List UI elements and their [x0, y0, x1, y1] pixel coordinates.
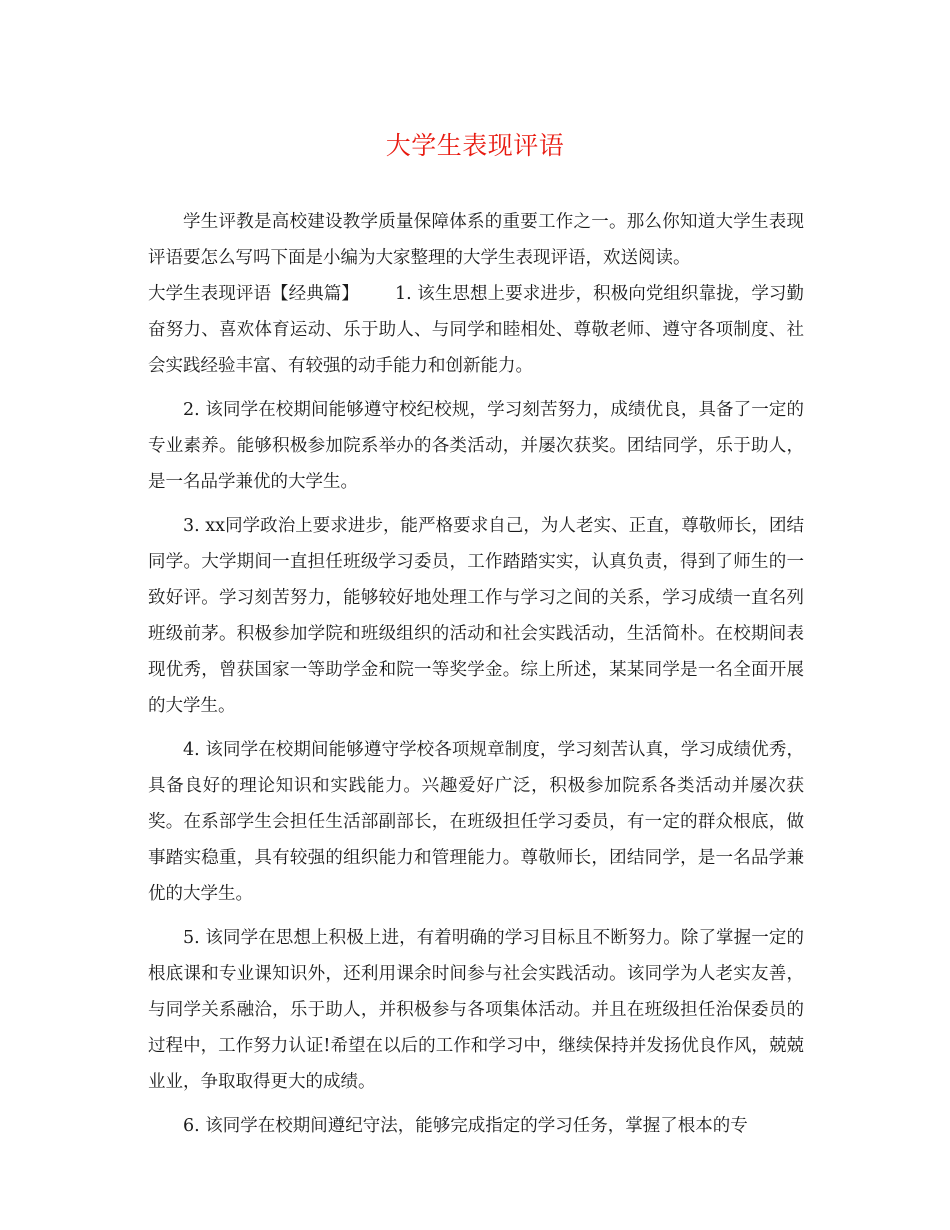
first-paragraph [148, 276, 804, 384]
paragraph-1: 1. 该生思想上要求进步，积极向党组织靠拢，学习勤奋努力、喜欢体育运动、乐于助人、与同学和睦相处、尊敬老师、遵守各项制度、社会实践经验丰富、有较强的动手能力和创新能力。 [148, 284, 804, 376]
paragraph-6: 6. 该同学在校期间遵纪守法，能够完成指定的学习任务，掌握了根本的专 [183, 1116, 748, 1136]
page-title: 大学生表现评语 [385, 131, 565, 160]
paragraph-4: 4. 该同学在校期间能够遵守学校各项规章制度，学习刻苦认真，学习成绩优秀，具备良好的理论知识和实践能力。兴趣爱好广泛，积极参加院系各类活动并屡次获奖。在系部学生会担任生活部副部长，在班级担任学习委员，有一定的群众根底，做事踏实稳重，具有较强的组织能力和管理能力。尊敬师长，团结同学，是一名品学兼优的大学生。 [148, 740, 804, 904]
paragraph-2: 2. 该同学在校期间能够遵守校纪校规，学习刻苦努力，成绩优良，具备了一定的专业素养。能够积极参加院系举办的各类活动，并屡次获奖。团结同学，乐于助人，是一名品学兼优的大学生。 [148, 400, 804, 492]
paragraph-3: 3. xx同学政治上要求进步，能严格要求自己，为人老实、正直，尊敬师长，团结同学。大学期间一直担任班级学习委员，工作踏踏实实，认真负责，得到了师生的一致好评。学习刻苦努力，能够较好地处理工作与学习之间的关系，学习成绩一直名列班级前茅。积极参加学院和班级组织的活动和社会实践活动，生活简朴。在校期间表现优秀，曾获国家一等助学金和院一等奖学金。综上所述，某某同学是一名全面开展的大学生。 [148, 516, 804, 716]
paragraph-5: 5. 该同学在思想上积极上进，有着明确的学习目标且不断努力。除了掌握一定的根底课和专业课知识外，还利用课余时间参与社会实践活动。该同学为人老实友善，与同学关系融洽，乐于助人，并积极参与各项集体活动。并且在班级担任治保委员的过程中，工作努力认证!希望在以后的工作和学习中，继续保持并发扬优良作风，兢兢业业，争取取得更大的成绩。 [148, 928, 804, 1092]
intro-paragraph: 学生评教是高校建设教学质量保障体系的重要工作之一。那么你知道大学生表现评语要怎么写吗下面是小编为大家整理的大学生表现评语，欢送阅读。 [148, 212, 804, 268]
section-heading: 大学生表现评语【经典篇】 [148, 284, 359, 304]
document-body [148, 204, 804, 1152]
